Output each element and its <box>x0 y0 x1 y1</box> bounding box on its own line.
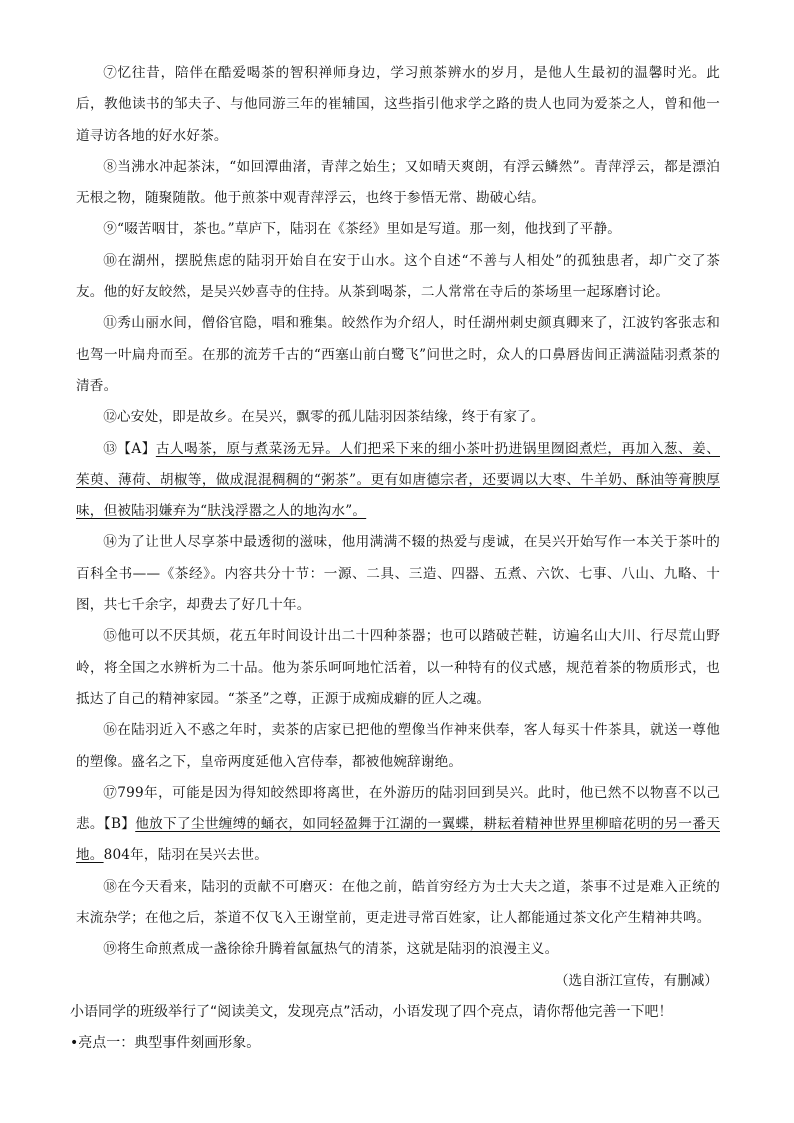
paragraph-18: ⑱在今天看来，陆羽的贡献不可磨灭：在他之前，皓首穷经方为士大夫之道，茶事不过是难入正统的末流杂学；在他之后，茶道不仅飞入王谢堂前，更走进寻常百姓家，让人都能通过茶文化产生精神共鸣。 <box>76 878 720 927</box>
paragraph-13 <box>76 434 720 528</box>
paragraph-9: ⑨“啜苦咽甘，茶也。”草庐下，陆羽在《茶经》里如是写道。那一刻，他找到了平静。 <box>103 221 622 238</box>
highlight-point-1: •亮点一：典型事件刻画形象。 <box>70 1034 261 1051</box>
paragraph-19: ⑲将生命煎煮成一盏徐徐升腾着氤氲热气的清茶，这就是陆羽的浪漫主义。 <box>103 941 559 958</box>
paragraph-16: ⑯在陆羽近入不惑之年时，卖茶的店家已把他的塑像当作神来供奉，客人每买十件茶具，就送一尊他的塑像。盛名之下，皇帝两度延他入宫侍奉，都被他婉辞谢绝。 <box>76 722 720 770</box>
underlined-passage-b: 他放下了尘世缠缚的蛹衣，如同轻盈舞于江湖的一翼蝶，耕耘着精神世界里柳暗花明的另一番天地。 <box>76 816 720 864</box>
question-intro: 小语同学的班级举行了“阅读美文，发现亮点”活动，小语发现了四个亮点，请你帮他完善一下吧！ <box>70 1003 673 1020</box>
paragraph-17-tail: 804年，陆羽在吴兴去世。 <box>103 847 269 864</box>
paragraph-11: ⑪秀山丽水间，僧俗官隐，唱和雅集。皎然作为介绍人，时任湖州刺史颜真卿来了，江波钓客张志和也驾一叶扁舟而至。在那的流芳千古的“西塞山前白鹭飞”问世之时，众人的口鼻唇齿间正满溢陆羽煮茶的清香。 <box>76 315 720 394</box>
paragraph-8: ⑧当沸水冲起茶沫，“如回潭曲渚，青萍之始生；又如晴天爽朗，有浮云鳞然”。青萍浮云，都是漂泊无根之物，随聚随散。他于煎茶中观青萍浮云，也终于参悟无常、勘破心结。 <box>76 158 720 207</box>
paragraph-15: ⑮他可以不厌其烦，花五年时间设计出二十四种茶器；也可以踏破芒鞋，访遍名山大川、行尽荒山野岭，将全国之水辨析为二十品。他为茶乐呵呵地忙活着，以一种特有的仪式感，规范着茶的物质形式，也抵达了自己的精神家园。“茶圣”之尊，正源于成痴成癖的匠人之魂。 <box>76 628 720 707</box>
paragraph-17-lead: ⑰799年，可能是因为得知皎然即将离世，在外游历的陆羽回到吴兴。此时，他已然不以物喜不以己悲。【B】 <box>76 784 720 833</box>
paragraph-12: ⑫心安处，即是故乡。在吴兴，飘零的孤儿陆羽因茶结缘，终于有家了。 <box>103 409 545 426</box>
document-page <box>70 58 720 1059</box>
paragraph-17 <box>76 778 720 872</box>
marker-a: ⑬【A】 <box>103 440 156 457</box>
paragraph-7: ⑦忆往昔，陪伴在酷爱喝茶的智积禅师身边，学习煎茶辨水的岁月，是他人生最初的温馨时光。此后，教他读书的邹夫子、与他同游三年的崔辅国，这些指引他求学之路的贵人也同为爱茶之人，曾和他一道寻访各地的好水好茶。 <box>76 65 720 144</box>
source-note: （选自浙江宣传，有删减） <box>554 972 718 989</box>
paragraph-14: ⑭为了让世人尽享茶中最透彻的滋味，他用满满不辍的热爱与虔诚，在吴兴开始写作一本关于茶叶的百科全书——《茶经》。内容共分十节：一源、二具、三造、四器、五煮、六饮、七事、八山、九略、十图，共七千余字，却费去了好几十年。 <box>76 534 720 614</box>
paragraph-10: ⑩在湖州，摆脱焦虑的陆羽开始自在安于山水。这个自述“不善与人相处”的孤独患者，却广交了茶友。他的好友皎然，是吴兴妙喜寺的住持。从茶到喝茶，二人常常在寺后的茶场里一起琢磨讨论。 <box>76 252 720 301</box>
underlined-passage-a: 古人喝茶，原与煮菜汤无异。人们把采下来的细小茶叶扔进锅里囫囵煮烂，再加入葱、姜、茱萸、薄荷、胡椒等，做成混混稠稠的“粥茶”。更有如唐德宗者，还要调以大枣、牛羊奶、酥油等膏腴厚味，但被陆羽嫌弃为“肤浅浮嚣之人的地沟水”。 <box>76 440 720 520</box>
